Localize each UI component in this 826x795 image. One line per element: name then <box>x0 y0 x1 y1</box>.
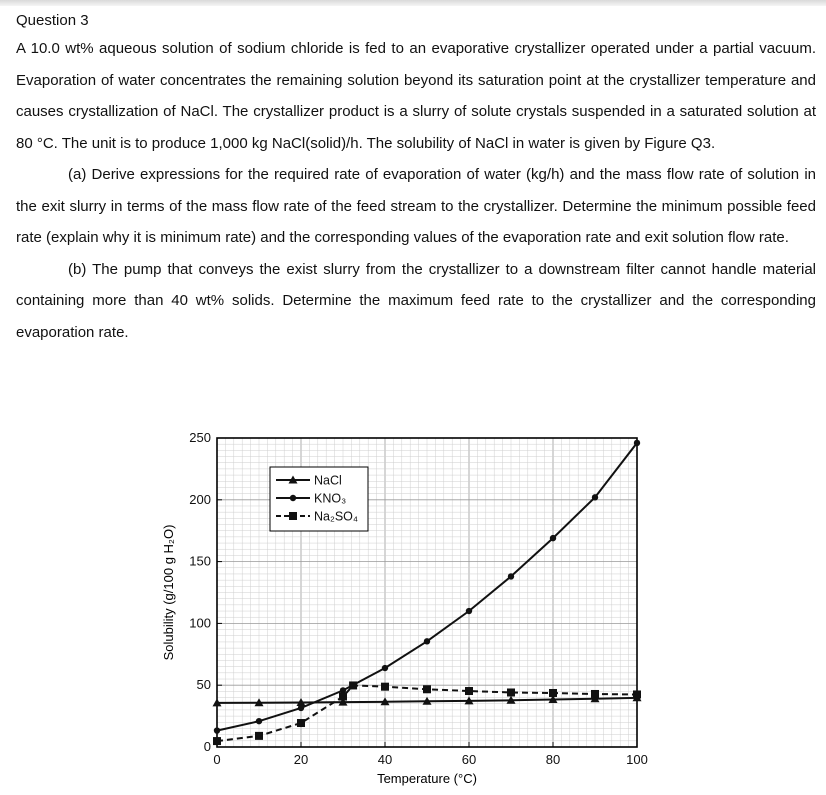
x-tick-label: 80 <box>545 752 561 767</box>
data-point-square <box>213 737 221 745</box>
y-axis-label: Solubility (g/100 g H₂O) <box>161 524 176 661</box>
legend-label: KNO₃ <box>314 491 347 506</box>
legend-label: Na₂SO₄ <box>314 509 358 524</box>
y-tick-label: 150 <box>189 553 211 569</box>
y-tick-label: 50 <box>196 677 211 693</box>
data-point-square <box>549 689 557 697</box>
data-point-circle <box>382 665 388 671</box>
question-part-a: (a) Derive expressions for the required rate of evaporation of water (kg/h) and the mass flow rate of solution in the exit slurry in terms of the mass flow rate of the feed stream to the crystallizer. Determine the minimum possible feed rate (explain why it is minimum rate) and the corresponding values of the evaporation rate and exit solution flow rate. <box>16 166 816 246</box>
data-point-circle <box>424 638 430 644</box>
data-point-square <box>633 690 641 698</box>
data-point-square <box>255 732 263 740</box>
data-point-square <box>297 719 305 727</box>
x-axis-label: Temperature (°C) <box>377 771 477 786</box>
data-point-square <box>591 690 599 698</box>
question-part-b: (b) The pump that conveys the exist slurry from the crystallizer to a downstream filter cannot handle material containing more than 40 wt% solids. Determine the maximum feed rate to the crystallizer and the corresponding evaporation rate. <box>16 260 816 341</box>
data-point-circle <box>550 535 556 541</box>
y-tick-label: 200 <box>189 491 211 507</box>
y-tick-label: 100 <box>189 615 211 631</box>
data-point-circle <box>508 573 514 579</box>
data-point-circle <box>466 608 472 614</box>
window-top-edge <box>0 0 826 6</box>
question-intro: A 10.0 wt% aqueous solution of sodium chloride is fed to an evaporative crystallizer operated under a partial vacuum. Evaporation of water concentrates the remaining solution beyond its saturation point at the crystallizer temperature and causes crystallization of NaCl. The crystallizer product is a slurry of solute crystals suspended in a saturated solution at 80 °C. The unit is to produce 1,000 kg NaCl(solid)/h. The solubility of NaCl in water is given by Figure Q3. <box>16 40 816 152</box>
x-tick-label: 60 <box>461 752 477 767</box>
chart-legend <box>270 467 368 531</box>
x-tick-label: 0 <box>213 752 221 767</box>
data-point-circle <box>290 495 296 501</box>
data-point-circle <box>298 705 304 711</box>
question-title: Question 3 <box>16 12 89 29</box>
data-point-square <box>289 512 297 520</box>
y-tick-label: 0 <box>203 739 211 754</box>
data-point-square <box>339 693 347 701</box>
x-tick-label: 40 <box>377 752 393 767</box>
y-tick-label: 250 <box>189 430 211 445</box>
data-point-square <box>381 683 389 691</box>
data-point-square <box>507 688 515 696</box>
solubility-chart <box>150 425 660 790</box>
legend-label: NaCl <box>314 473 342 488</box>
data-point-square <box>349 681 357 689</box>
solubility-figure <box>150 425 660 790</box>
data-point-circle <box>214 727 220 733</box>
question-document <box>16 10 816 348</box>
x-tick-label: 100 <box>626 752 648 767</box>
x-tick-label: 20 <box>293 752 309 767</box>
data-point-circle <box>592 494 598 500</box>
data-point-circle <box>634 440 640 446</box>
data-point-square <box>465 687 473 695</box>
data-point-square <box>423 685 431 693</box>
data-point-circle <box>256 718 262 724</box>
